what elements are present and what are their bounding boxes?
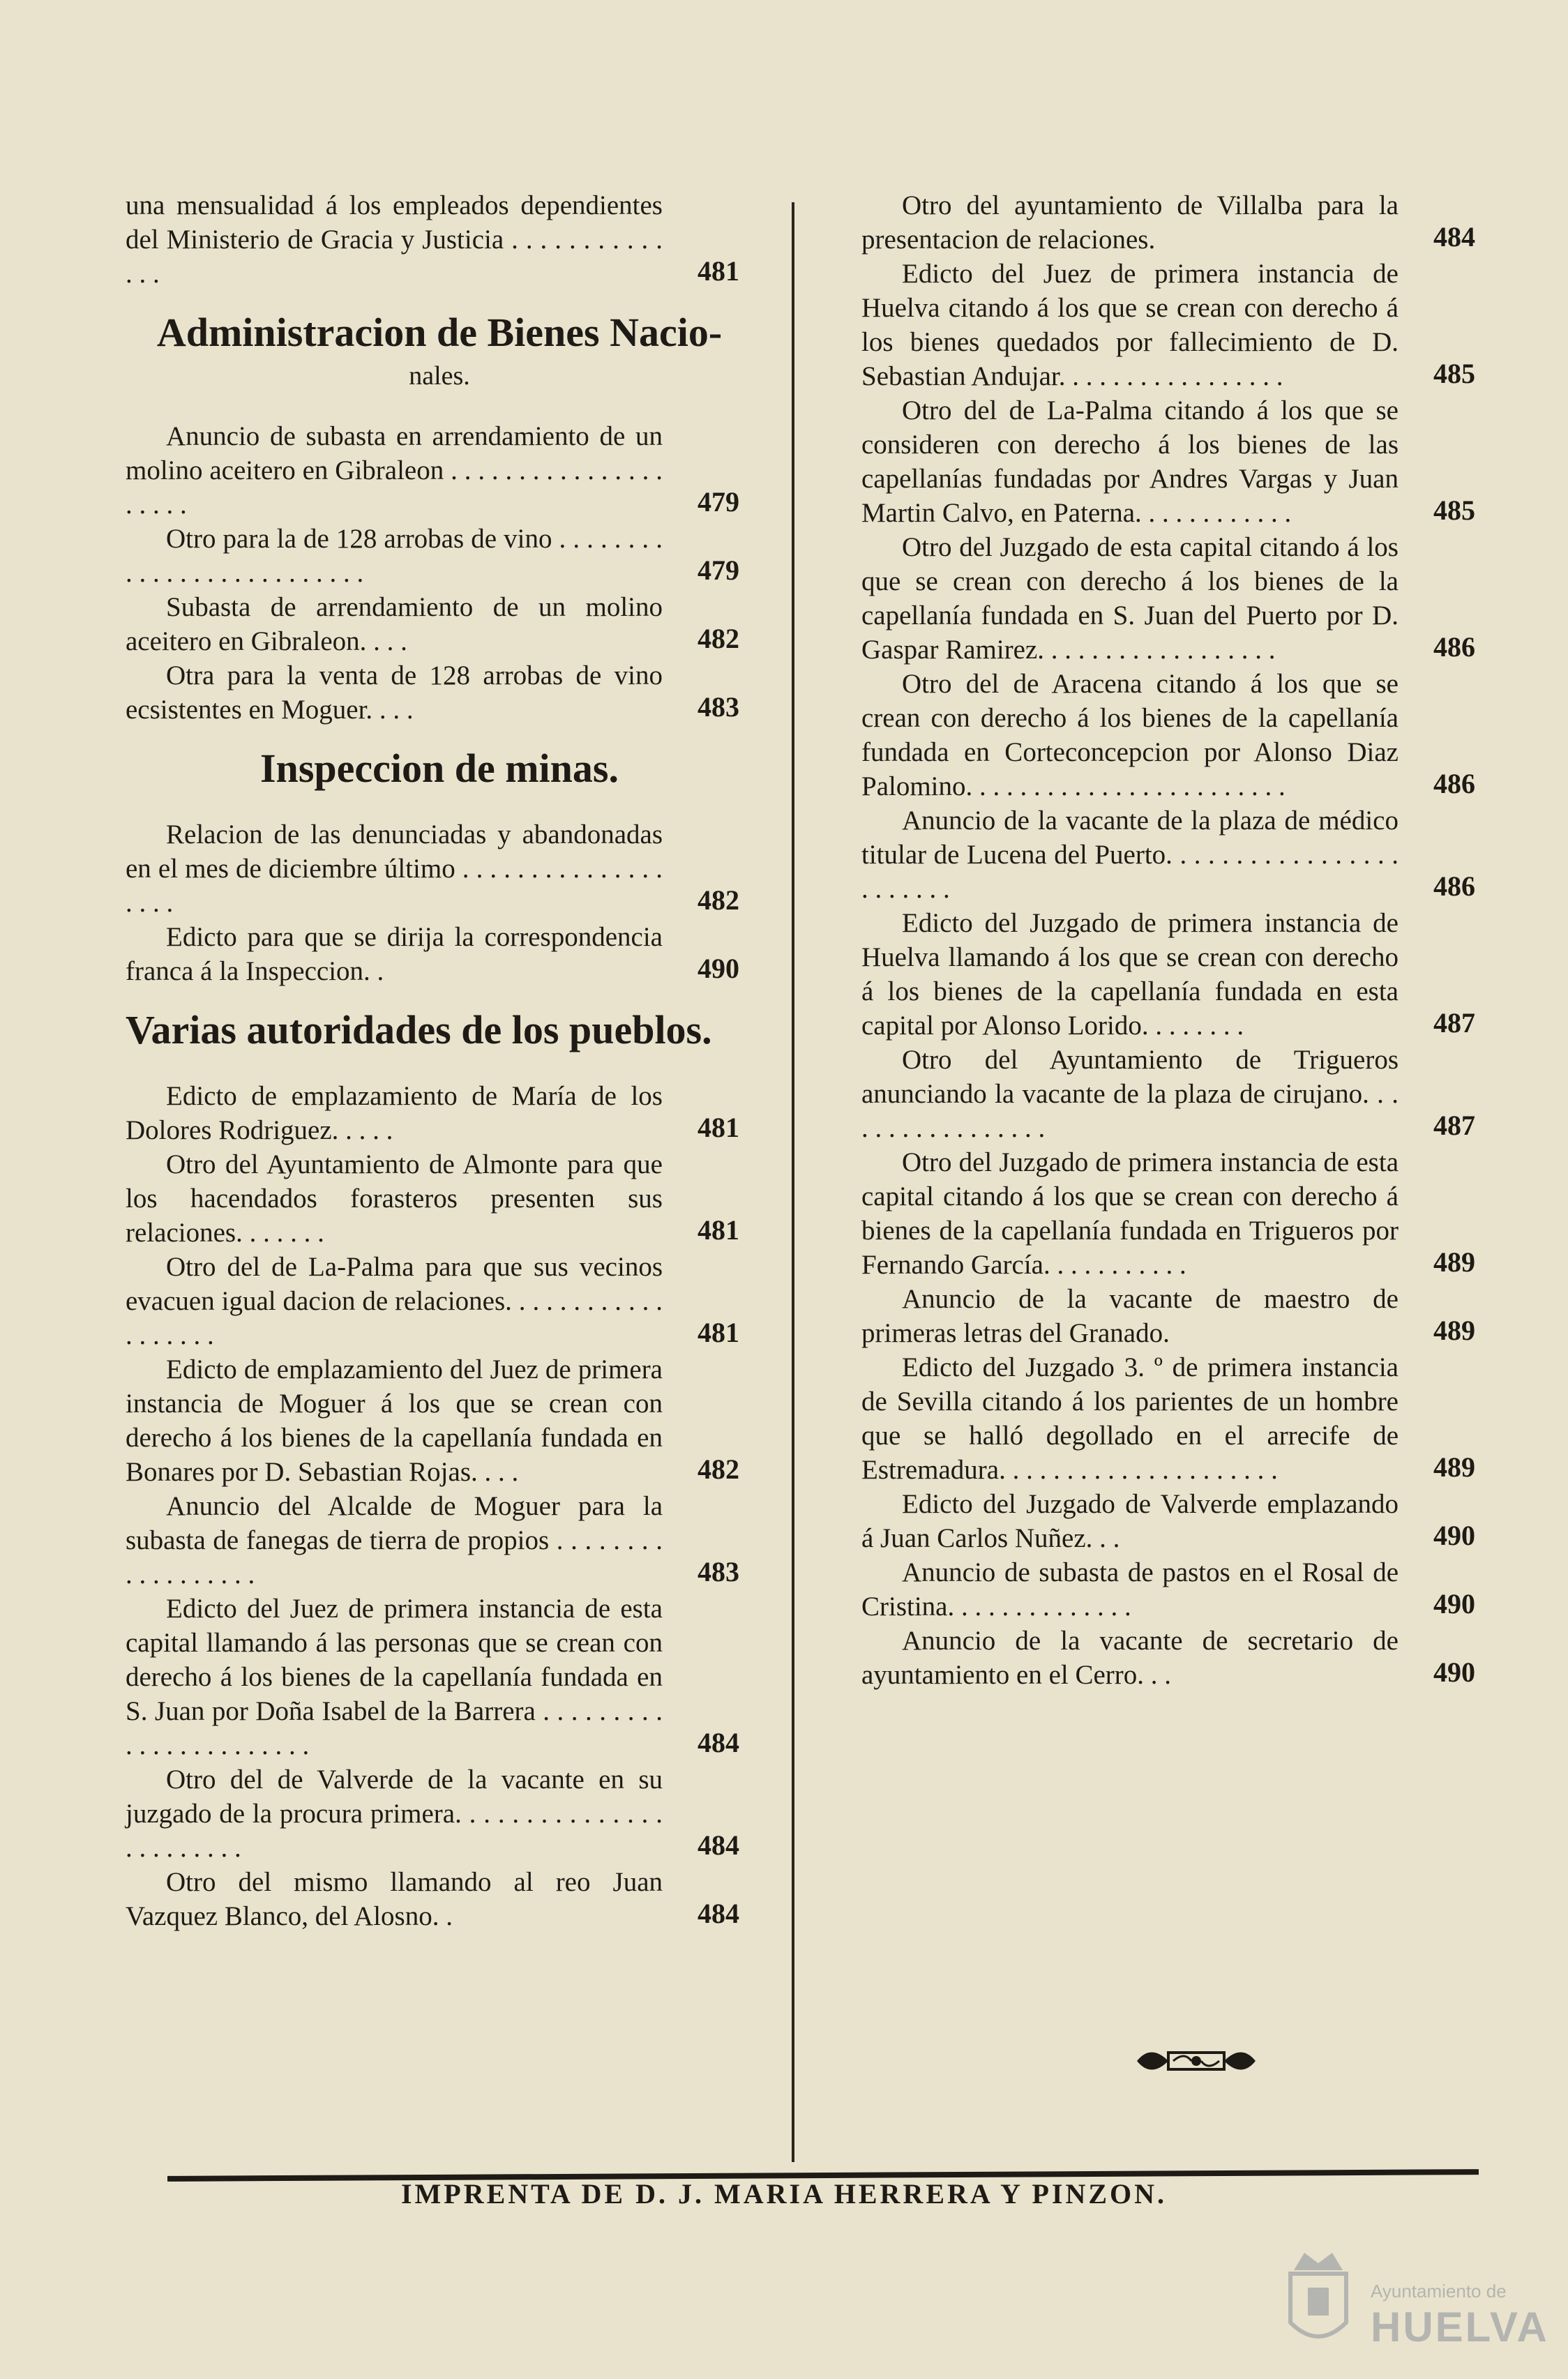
entry-page-number: 482 (698, 884, 739, 916)
left-column (126, 188, 753, 1933)
entry-text: Relacion de las denunciadas y abandonadas en el mes de diciembre último . . . . . . . . . . . . . . . . . . . (126, 820, 663, 918)
index-entry (126, 1079, 753, 1147)
index-entry (126, 920, 753, 988)
index-entry (126, 1762, 753, 1865)
entry-page-number: 486 (1433, 768, 1475, 799)
index-entry (861, 1145, 1489, 1282)
entry-page-number: 486 (1433, 870, 1475, 902)
entry-page-number: 490 (1433, 1588, 1475, 1619)
entry-page-number: 482 (698, 1453, 739, 1485)
index-entry (861, 530, 1489, 667)
entry-page-number: 489 (1433, 1451, 1475, 1483)
index-entry (126, 1592, 753, 1762)
entry-page-number: 482 (698, 623, 739, 654)
index-entry (861, 188, 1489, 257)
entry-text: Otro del de Valverde de la vacante en su juzgado de la procura primera. . . . . . . . . . . . . . . . . . . . . . . . (126, 1765, 663, 1863)
entry-text: Otro del de La-Palma para que sus vecinos evacuen igual dacion de relaciones. . . . . . . . . . . . . . . . . . . (126, 1252, 663, 1350)
entry-text: Otro del Juzgado de primera instancia de esta capital citando á los que se crean con derecho á bienes de la capellanía fundada en Trigueros por Fernando García. . . . . . . . . . . (861, 1147, 1399, 1280)
entry-text: Otro del de Aracena citando á los que se crean con derecho á los bienes de la capellanía fundada en Corteconcepcion por Alonso Diaz Palomino. . . . . . . . . . . . . . . . . . . . . . . . (861, 669, 1399, 801)
coat-of-arms-icon (1276, 2246, 1360, 2357)
entry-text: Edicto del Juzgado de primera instancia de Huelva llamando á los que se crean con derecho á los bienes de la capellanía fundada en esta capital por Alonso Lorido. . . . . . . . (861, 908, 1399, 1041)
index-entry (126, 1147, 753, 1250)
entry-text: Edicto de emplazamiento de María de los Dolores Rodriguez. . . . . (126, 1081, 663, 1145)
entry-text: Otro del mismo llamando al reo Juan Vazquez Blanco, del Alosno. . (126, 1867, 663, 1931)
entry-text: Otro para la de 128 arrobas de vino . . . . . . . . . . . . . . . . . . . . . . . . . . (126, 524, 663, 588)
watermark-logo (1276, 2246, 1549, 2364)
entry-text: Edicto para que se dirija la correspondencia franca á la Inspeccion. . (126, 922, 663, 986)
index-entry (861, 257, 1489, 393)
entry-page-number: 485 (1433, 358, 1475, 389)
index-entry (861, 906, 1489, 1043)
entry-page-number: 483 (698, 1556, 739, 1587)
index-entry (126, 1352, 753, 1489)
entry-text: Otro del Ayuntamiento de Almonte para que los hacendados forasteros presenten sus relaciones. . . . . . . (126, 1149, 663, 1248)
section-heading: Administracion de Bienes Nacio- (156, 310, 723, 355)
entry-text: Anuncio de la vacante de la plaza de médico titular de Lucena del Puerto. . . . . . . . . . . . . . . . . . . . . . . . (861, 806, 1399, 904)
index-entry (861, 1350, 1489, 1487)
entry-text: Edicto del Juez de primera instancia de Huelva citando á los que se crean con derecho á los bienes quedados por fallecimiento de D. Sebastian Andujar. . . . . . . . . . . . . . . . . (861, 259, 1399, 391)
index-entry (861, 667, 1489, 803)
entry-page-number: 481 (698, 1214, 739, 1246)
index-entry (126, 419, 753, 522)
entry-page-number: 489 (1433, 1246, 1475, 1278)
watermark-caption: Ayuntamiento de (1371, 2281, 1507, 2302)
index-entry (126, 658, 753, 727)
entry-page-number: 484 (1433, 221, 1475, 252)
entry-text: Anuncio de subasta de pastos en el Rosal de Cristina. . . . . . . . . . . . . . (861, 1557, 1399, 1622)
entry-page-number: 490 (698, 953, 739, 984)
section-heading: Inspeccion de minas. (259, 746, 619, 791)
entry-page-number: 486 (1433, 631, 1475, 663)
entry-text: Otro del Ayuntamiento de Trigueros anunciando la vacante de la plaza de cirujano. . . . . . . . . . . . . . . . . (861, 1045, 1399, 1143)
entry-page-number: 483 (698, 691, 739, 723)
index-entry (126, 590, 753, 658)
index-entry (861, 1624, 1489, 1692)
entry-text: Anuncio de subasta en arrendamiento de un molino aceitero en Gibraleon . . . . . . . . . . . . . . . . . . . . . (126, 421, 663, 520)
column-divider (792, 202, 794, 2162)
entry-text: Anuncio del Alcalde de Moguer para la subasta de fanegas de tierra de propios . . . . . . . . . . . . . . . . . . (126, 1491, 663, 1589)
entry-page-number: 487 (1433, 1110, 1475, 1141)
entry-page-number: 484 (698, 1727, 739, 1758)
entry-page-number: 487 (1433, 1007, 1475, 1039)
index-entry (126, 1250, 753, 1352)
entry-text: Edicto de emplazamiento del Juez de primera instancia de Moguer á los que se crean con derecho á los bienes de la capellanía fundada en Bonares por D. Sebastian Rojas. . . . (126, 1354, 663, 1487)
entry-text: Edicto del Juzgado de Valverde emplazando á Juan Carlos Nuñez. . . (861, 1489, 1399, 1553)
index-entry (126, 817, 753, 920)
index-entry (861, 803, 1489, 906)
entry-page-number: 489 (1433, 1315, 1475, 1346)
entry-page-number: 479 (698, 554, 739, 586)
index-entry (126, 188, 753, 291)
entry-text: Otro del de La-Palma citando á los que se consideren con derecho á los bienes de las capellanías fundadas por Andres Vargas y Juan Martin Calvo, en Paterna. . . . . . . . . . . . (861, 395, 1399, 528)
entry-page-number: 479 (698, 486, 739, 518)
entry-page-number: 484 (698, 1829, 739, 1861)
index-entry (126, 1489, 753, 1592)
index-entry (126, 1865, 753, 1933)
entry-text: Edicto del Juzgado 3. º de primera instancia de Sevilla citando á los parientes de un hombre que se halló degollado en el arrecife de Estremadura. . . . . . . . . . . . . . . . . . . . . (861, 1352, 1399, 1485)
entry-page-number: 481 (698, 1317, 739, 1348)
entry-text: Otra para la venta de 128 arrobas de vino ecsistentes en Moguer. . . . (126, 660, 663, 725)
entry-text: Otro del ayuntamiento de Villalba para la presentacion de relaciones. (861, 190, 1399, 255)
index-entry (861, 1487, 1489, 1555)
entry-page-number: 484 (698, 1898, 739, 1929)
entry-text: Anuncio de la vacante de secretario de ayuntamiento en el Cerro. . . (861, 1626, 1399, 1690)
right-column (861, 188, 1489, 1692)
index-entry (861, 1043, 1489, 1145)
index-entry (126, 522, 753, 590)
watermark-title: HUELVA (1371, 2304, 1549, 2350)
printer-imprint: IMPRENTA DE D. J. MARIA HERRERA Y PINZON. (400, 2178, 1168, 2210)
entry-text: Edicto del Juez de primera instancia de esta capital llamando á las personas que se crean con derecho á los bienes de la capellanía fundada en S. Juan por Doña Isabel de la Barrera . . . . . . . . . . . . . . . . . . . . . . . (126, 1594, 663, 1760)
entry-page-number: 490 (1433, 1520, 1475, 1551)
section-heading-continuation: nales. (409, 361, 470, 391)
section-heading: Varias autoridades de los pueblos. (126, 1007, 712, 1052)
entry-text: Otro del Juzgado de esta capital citando á los que se crean con derecho á los bienes de la capellanía fundada en S. Juan del Puerto por D. Gaspar Ramirez. . . . . . . . . . . . . . . . . . (861, 532, 1399, 665)
index-entry (861, 1555, 1489, 1624)
ornament-icon (1130, 2040, 1262, 2082)
entry-text: Subasta de arrendamiento de un molino aceitero en Gibraleon. . . . (126, 592, 663, 656)
entry-page-number: 490 (1433, 1656, 1475, 1688)
entry-text: Anuncio de la vacante de maestro de primeras letras del Granado. (861, 1284, 1399, 1348)
entry-page-number: 481 (698, 1112, 739, 1143)
entry-text: una mensualidad á los empleados dependientes del Ministerio de Gracia y Justicia . . . . . . . . . . . . . . (126, 190, 663, 289)
entry-page-number: 481 (698, 255, 739, 287)
entry-page-number: 485 (1433, 494, 1475, 526)
index-entry (861, 1282, 1489, 1350)
index-entry (861, 393, 1489, 530)
